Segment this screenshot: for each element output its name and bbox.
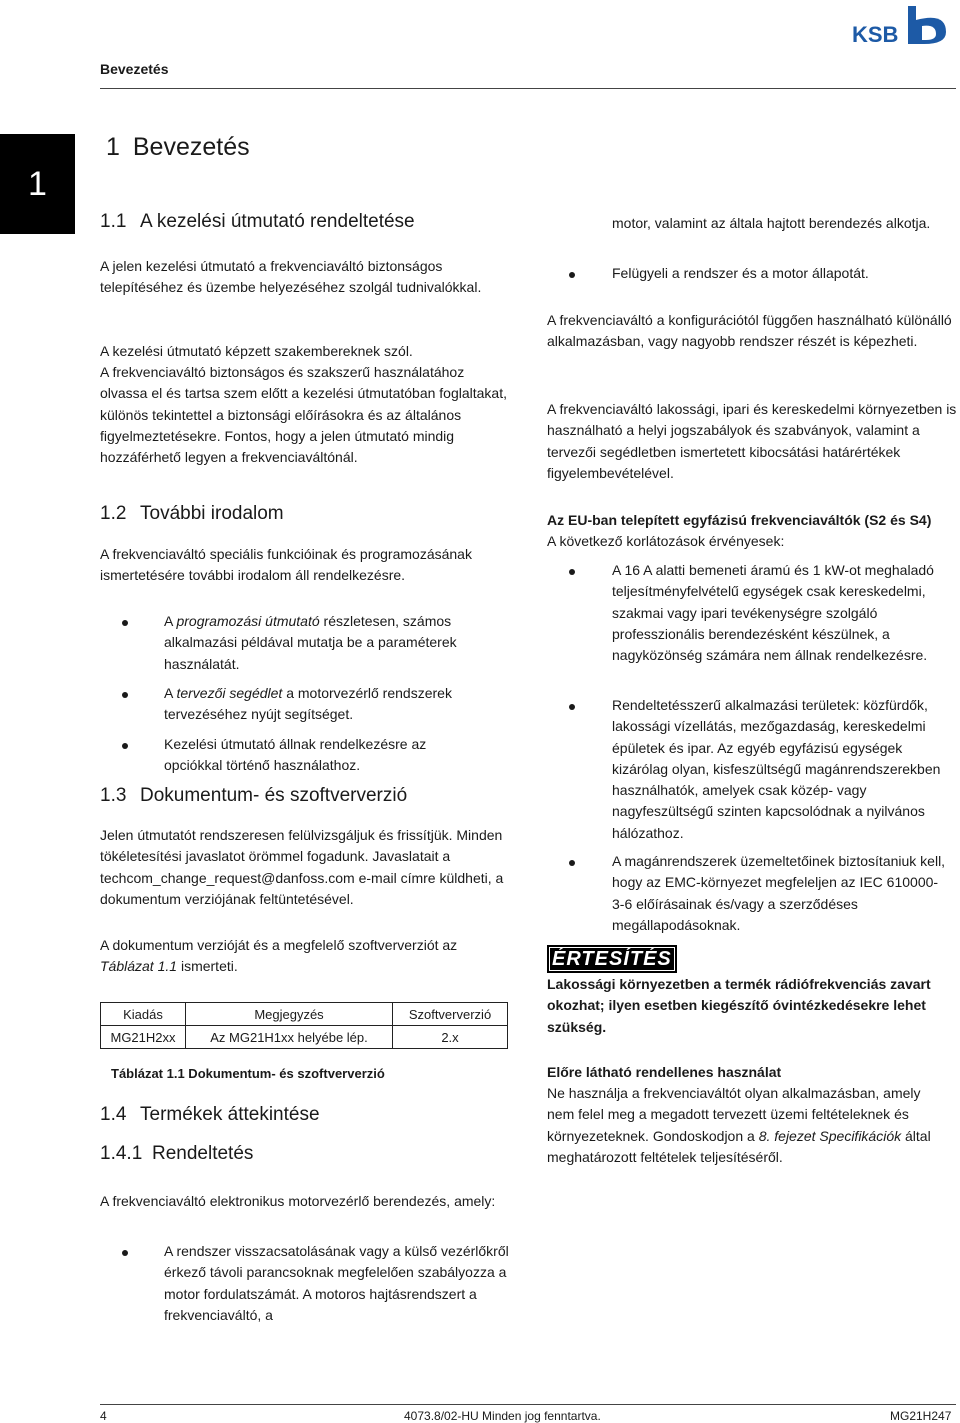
chapter-number: 1 [106, 133, 120, 161]
footer-center: 4073.8/02-HU Minden jog fenntartva. [404, 1409, 601, 1423]
s1-2-paragraph: A frekvenciaváltó speciális funkcióinak és programozásának ismertetésére további irodalom áll rendelkezésre. [100, 546, 472, 584]
table-cell: MG21H2xx [101, 1026, 186, 1049]
section-number: 1.1 [100, 211, 127, 232]
header-rule [100, 88, 956, 89]
s1-2-bullet-2: A tervezői segédlet a motorvezérlő rendszerek tervezéséhez nyújt segítséget. [164, 685, 452, 723]
section-number: 1.4.1 [100, 1143, 143, 1164]
s1-2-bullet-3: Kezelési útmutató állnak rendelkezésre az opciókkal történő használathoz. [164, 736, 427, 774]
version-table [100, 1002, 508, 1049]
bullet-dot [122, 692, 128, 698]
eu-bullet-1: A 16 A alatti bemeneti áramú és 1 kW-ot meghaladó teljesítményfelvételű egységek csak kereskedelmi, szakmai vagy ipari tevékenységre szolgáló professzionális berendezésként készülnek, a nagyközönség számára nem állnak rendelkezésre. [612, 562, 934, 664]
s1-2-bullet-1: A programozási útmutató részletesen, számos alkalmazási példával mutatja be a paraméterek használatát. [164, 613, 457, 672]
notice-text: Lakossági környezetben a termék rádiófrekvenciás zavart okozhat; ilyen esetben kiegészítő óvintézkedésekre lehet szükség. [547, 976, 931, 1035]
s1-1-paragraph-2b: A frekvenciaváltó biztonságos és szakszerű használatához olvassa el és tartsa szem előtt a kezelési útmutatóban foglaltakat, különös tekintettel a biztonsági előírásokra és az általános figyelmeztetésekre. Fontos, hogy a jelen útmutató mindig hozzáférhető legyen a frekvenciaváltónál. [100, 364, 507, 466]
running-header: Bevezetés [100, 61, 169, 77]
section-number: 1.4 [100, 1104, 127, 1125]
s1-3-paragraph-1: Jelen útmutatót rendszeresen felülvizsgáljuk és frissítjük. Minden tökéletesítési javaslatot örömmel fogadunk. Javaslatait a techcom_change_request@danfoss.com e-mail címre küldheti, a dokumentum verziójának feltüntetésével. [100, 827, 504, 907]
s1-3-paragraph-2: A dokumentum verzióját és a megfelelő szoftververziót az Táblázat 1.1 ismerteti. [100, 937, 458, 975]
section-1-4-heading [100, 1104, 510, 1126]
s1-1-paragraph-2a: A kezelési útmutató képzett szakembereknek szól. [100, 343, 413, 359]
section-1-1-heading [100, 211, 510, 233]
section-1-2-heading [100, 503, 510, 525]
s1-4-1-bullet-1: A rendszer visszacsatolásának vagy a külső vezérlőkről érkező távoli parancsoknak megfelelően szabályozza a motor fordulatszámát. A motoros hajtásrendszert a frekvenciaváltó, a [164, 1243, 509, 1323]
misuse-title: Előre látható rendellenes használat [547, 1064, 782, 1080]
logo-text: KSB [852, 22, 899, 46]
section-1-3-heading [100, 785, 510, 807]
section-title: Dokumentum- és szoftververzió [140, 785, 408, 806]
footer-rule [100, 1404, 956, 1405]
table-row [101, 1026, 508, 1049]
section-title: Termékek áttekintése [140, 1104, 320, 1125]
section-title: Rendeltetés [152, 1143, 254, 1164]
right-bullet-2: Felügyeli a rendszer és a motor állapotát. [612, 265, 869, 281]
table-cell: Az MG21H1xx helyébe lép. [186, 1026, 393, 1049]
right-paragraph-1: A frekvenciaváltó a konfigurációtól függően használható különálló alkalmazásban, vagy nagyobb rendszer részét is képezheti. [547, 312, 952, 350]
right-paragraph-2: A frekvenciaváltó lakossági, ipari és kereskedelmi környezetben is használható a helyi jogszabályok és szabványok, valamint a tervezői segédletben ismertetett kibocsátási határértékek figyelembevételével. [547, 401, 957, 481]
section-title: A kezelési útmutató rendeltetése [140, 211, 415, 232]
bullet-dot [122, 743, 128, 749]
eu-title: Az EU-ban telepített egyfázisú frekvenciaváltók (S2 és S4) [547, 512, 932, 528]
section-number: 1.3 [100, 785, 127, 806]
s1-1-paragraph-1: A jelen kezelési útmutató a frekvenciaváltó biztonságos telepítéséhez és üzembe helyezéséhez szolgál tudnivalókkal. [100, 258, 482, 296]
notice-badge: ÉRTESÍTÉS [547, 945, 677, 973]
bullet-dot [569, 272, 575, 278]
chapter-title [106, 133, 250, 162]
eu-intro: A következő korlátozások érvényesek: [547, 533, 785, 549]
bullet-dot [122, 620, 128, 626]
footer-doc-id: MG21H247 [890, 1409, 952, 1423]
misuse-paragraph: Ne használja a frekvenciaváltót olyan alkalmazásban, amely nem felel meg a megadott tervezett üzemi feltételeknek és környezeteknek. Gondoskodjon a 8. fejezet Specifikációk által meghatározott feltételek teljesítéséről. [547, 1085, 931, 1165]
bullet-dot [122, 1250, 128, 1256]
table-header: Szoftververzió [393, 1003, 508, 1026]
table-reference: Táblázat 1.1 [100, 958, 178, 975]
bullet-dot [569, 569, 575, 575]
table-header: Megjegyzés [186, 1003, 393, 1026]
eu-bullet-3: A magánrendszerek üzemeltetőinek biztosítaniuk kell, hogy az EMC-környezet megfeleljen az IEC 610000-3-6 előírásainak és/vagy a szerződéses megállapodásoknak. [612, 853, 946, 933]
eu-bullet-2: Rendeltetésszerű alkalmazási területek: közfürdők, lakossági vízellátás, mezőgazdaság, kereskedelmi épületek és ipar. Az egyéb egyfázisú egységek kizárólag olyan, kisfeszültségű magánrendszerekben használhatók, amelyek csak közép- vagy nagyfeszültségű szinten kapcsolódnak a nyilvános hálózathoz. [612, 697, 941, 841]
table-cell: 2.x [393, 1026, 508, 1049]
section-1-4-1-heading [100, 1143, 510, 1165]
ksb-logo [852, 2, 956, 46]
chapter-tab: 1 [0, 134, 75, 234]
section-title: További irodalom [140, 503, 284, 524]
s1-4-1-paragraph: A frekvenciaváltó elektronikus motorvezérlő berendezés, amely: [100, 1193, 496, 1209]
page-number: 4 [100, 1409, 107, 1423]
bullet-dot [569, 860, 575, 866]
bullet-dot [569, 704, 575, 710]
chapter-title-text: Bevezetés [132, 133, 250, 161]
table-caption: Táblázat 1.1 Dokumentum- és szoftververzió [111, 1066, 385, 1081]
programming-guide-ref: programozási útmutató [176, 613, 320, 629]
right-bullet-continuation: motor, valamint az általa hajtott berendezés alkotja. [612, 215, 931, 231]
table-header: Kiadás [101, 1003, 186, 1026]
table-header-row [101, 1003, 508, 1026]
section-number: 1.2 [100, 503, 127, 524]
chapter-reference: 8. fejezet Specifikációk [758, 1127, 902, 1144]
design-guide-ref: tervezői segédlet [176, 685, 283, 701]
